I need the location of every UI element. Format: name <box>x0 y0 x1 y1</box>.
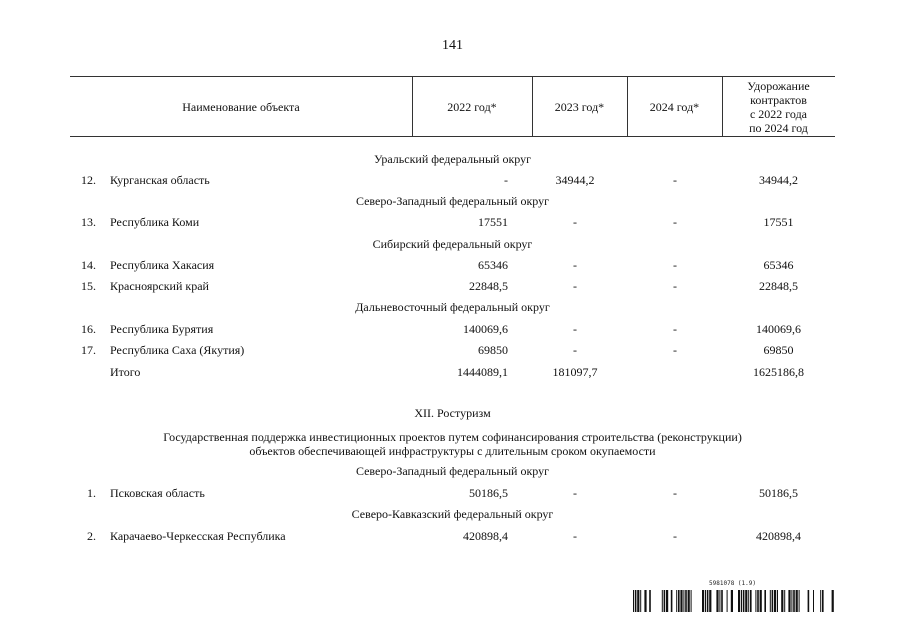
table-row <box>0 321 905 337</box>
row-number: 15. <box>81 279 96 293</box>
row-increase: 420898,4 <box>756 529 801 543</box>
row-name: Республика Саха (Якутия) <box>110 343 245 357</box>
district-heading: Дальневосточный федеральный округ <box>355 300 550 314</box>
total-row <box>0 364 905 380</box>
row-increase: 22848,5 <box>759 279 798 293</box>
row-number: 13. <box>81 215 96 229</box>
row-2023: - <box>573 486 577 500</box>
table-row <box>0 342 905 358</box>
header-increase-line: Удорожание <box>747 78 810 93</box>
row-2022: 420898,4 <box>463 529 508 543</box>
barcode-icon <box>630 590 835 612</box>
row-name: Псковская область <box>110 486 205 500</box>
row-number: 16. <box>81 322 96 336</box>
row-2022: 17551 <box>478 215 508 229</box>
total-label: Итого <box>110 365 141 379</box>
row-number: 17. <box>81 343 96 357</box>
table-row <box>0 214 905 230</box>
row-2023: - <box>573 529 577 543</box>
row-2024: - <box>673 215 677 229</box>
district-heading: Сибирский федеральный округ <box>372 237 533 251</box>
row-increase: 65346 <box>763 258 794 272</box>
row-2023: 34944,2 <box>555 173 595 187</box>
header-increase-line: по 2024 год <box>749 120 808 135</box>
section-subtitle: объектов обеспечивающей инфраструктуры с длительным сроком окупаемости <box>249 444 656 458</box>
row-2024: - <box>673 486 677 500</box>
total-2022: 1444089,1 <box>457 365 508 379</box>
header-name: Наименование объекта <box>182 99 300 114</box>
barcode-caption: 5981078 (1.9) <box>709 580 756 587</box>
row-2022: 50186,5 <box>469 486 508 500</box>
row-2024: - <box>673 279 677 293</box>
row-2022: 65346 <box>478 258 508 272</box>
section-title: XII. Ростуризм <box>414 406 491 420</box>
page-number: 141 <box>442 38 463 53</box>
header-2022: 2022 год* <box>447 99 497 114</box>
row-2022: 140069,6 <box>463 322 508 336</box>
row-number: 1. <box>87 486 96 500</box>
row-2023: - <box>573 215 577 229</box>
row-2024: - <box>673 173 677 187</box>
district-heading: Северо-Кавказский федеральный округ <box>351 507 554 521</box>
row-name: Карачаево-Черкесская Республика <box>110 529 286 543</box>
row-2022: 22848,5 <box>469 279 508 293</box>
row-2024: - <box>673 258 677 272</box>
row-increase: 34944,2 <box>759 173 798 187</box>
row-2024: - <box>673 343 677 357</box>
row-2022: 69850 <box>478 343 508 357</box>
header-2024: 2024 год* <box>649 99 700 114</box>
total-2023: 181097,7 <box>552 365 598 379</box>
district-heading: Северо-Западный федеральный округ <box>355 464 550 478</box>
section-subtitle: Государственная поддержка инвестиционных проектов путем софинансирования строительства (реконструкции) <box>163 430 742 444</box>
row-name: Республика Хакасия <box>110 258 215 272</box>
row-number: 12. <box>81 173 96 187</box>
table-row <box>0 278 905 294</box>
header-2023: 2023 год* <box>554 99 605 114</box>
header-increase-line: контрактов <box>750 92 807 107</box>
table-row <box>0 485 905 501</box>
row-increase: 140069,6 <box>756 322 801 336</box>
row-name: Республика Бурятия <box>110 322 214 336</box>
row-2023: - <box>573 279 577 293</box>
table-row <box>0 257 905 273</box>
table-row <box>0 528 905 544</box>
row-increase: 69850 <box>763 343 794 357</box>
row-name: Республика Коми <box>110 215 200 229</box>
row-2023: - <box>573 258 577 272</box>
header-increase-line: с 2022 года <box>749 106 808 121</box>
district-heading: Уральский федеральный округ <box>373 152 532 166</box>
header-bottom-rule <box>70 136 835 137</box>
row-2023: - <box>573 343 577 357</box>
row-name: Курганская область <box>110 173 210 187</box>
row-number: 2. <box>87 529 96 543</box>
row-2022: - <box>504 173 508 187</box>
row-number: 14. <box>81 258 96 272</box>
row-2024: - <box>673 529 677 543</box>
table-row <box>0 172 905 188</box>
total-increase: 1625186,8 <box>753 365 804 379</box>
row-increase: 50186,5 <box>759 486 798 500</box>
row-increase: 17551 <box>763 215 794 229</box>
row-2024: - <box>673 322 677 336</box>
district-heading: Северо-Западный федеральный округ <box>355 194 550 208</box>
row-name: Красноярский край <box>110 279 209 293</box>
row-2023: - <box>573 322 577 336</box>
header-increase <box>722 77 835 136</box>
